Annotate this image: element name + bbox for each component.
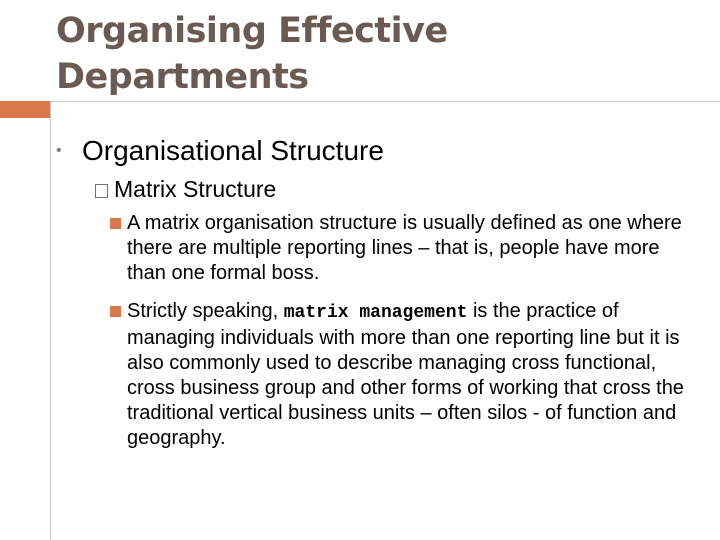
slide-title: Organising Effective Departments bbox=[56, 11, 448, 97]
square-bullet-icon bbox=[110, 306, 121, 317]
bullet-dot-icon: • bbox=[56, 141, 62, 159]
level3-bullet-1 bbox=[110, 211, 690, 286]
level3-text-1: A matrix organisation structure is usually defined as one where there are multiple reporting lines – that is, people have more than one formal boss. bbox=[127, 212, 682, 284]
level2-text: Matrix Structure bbox=[114, 176, 277, 202]
level1-bullet bbox=[56, 133, 384, 171]
horizontal-rule bbox=[50, 101, 720, 102]
level3-bullet-2 bbox=[110, 299, 690, 451]
checkbox-bullet-icon bbox=[95, 184, 108, 198]
level2-bullet bbox=[95, 175, 276, 203]
bullet2-suffix: is the practice of managing individuals with more than one reporting line but it is also commonly used to describe managing cross functional, cross business group and other forms of working that cross the traditional vertical business units – often silos - of function and geography. bbox=[127, 300, 684, 449]
vertical-rule bbox=[50, 101, 51, 540]
bullet2-term: matrix management bbox=[283, 303, 468, 323]
level3-text-2 bbox=[110, 299, 690, 451]
bullet2-prefix: Strictly speaking, bbox=[127, 300, 279, 322]
square-bullet-icon bbox=[110, 218, 121, 229]
accent-bar bbox=[0, 101, 50, 118]
level1-text: Organisational Structure bbox=[82, 135, 384, 166]
